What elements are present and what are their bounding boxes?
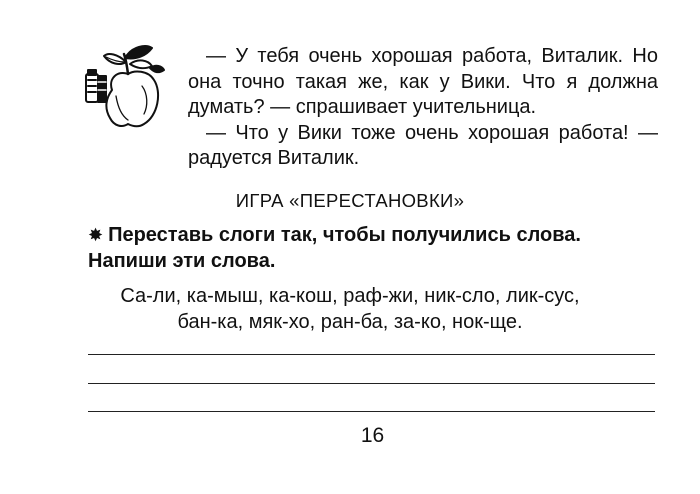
task-text: Переставь слоги так, чтобы получились слова. Напиши эти слова. bbox=[88, 224, 581, 272]
syllable-words bbox=[0, 284, 700, 335]
apple-icon bbox=[82, 40, 174, 132]
star-icon: ✸ bbox=[88, 225, 104, 245]
page-number: 16 bbox=[360, 424, 385, 447]
joke-paragraph-1: — У тебя очень хорошая работа, Виталик. Но она точно такая же, как у Вики. Что я должна думать? — спрашивает учительница. bbox=[188, 45, 658, 118]
game-title: ИГРА «ПЕРЕСТАНОВКИ» bbox=[235, 190, 465, 211]
answer-line bbox=[88, 354, 655, 355]
answer-line bbox=[88, 411, 655, 412]
words-line-1: Са-ли, ка-мыш, ка-кош, раф-жи, ник-сло, лик-сус, bbox=[120, 285, 580, 307]
task-instruction bbox=[88, 223, 663, 274]
joke-text bbox=[188, 44, 658, 172]
words-line-2: бан-ка, мяк-хо, ран-ба, за-ко, нок-ще. bbox=[177, 310, 523, 333]
answer-line bbox=[88, 383, 655, 384]
joke-paragraph-2: — Что у Вики тоже очень хорошая работа! — радуется Виталик. bbox=[188, 121, 658, 169]
apple-and-glasses-illustration bbox=[82, 40, 174, 132]
